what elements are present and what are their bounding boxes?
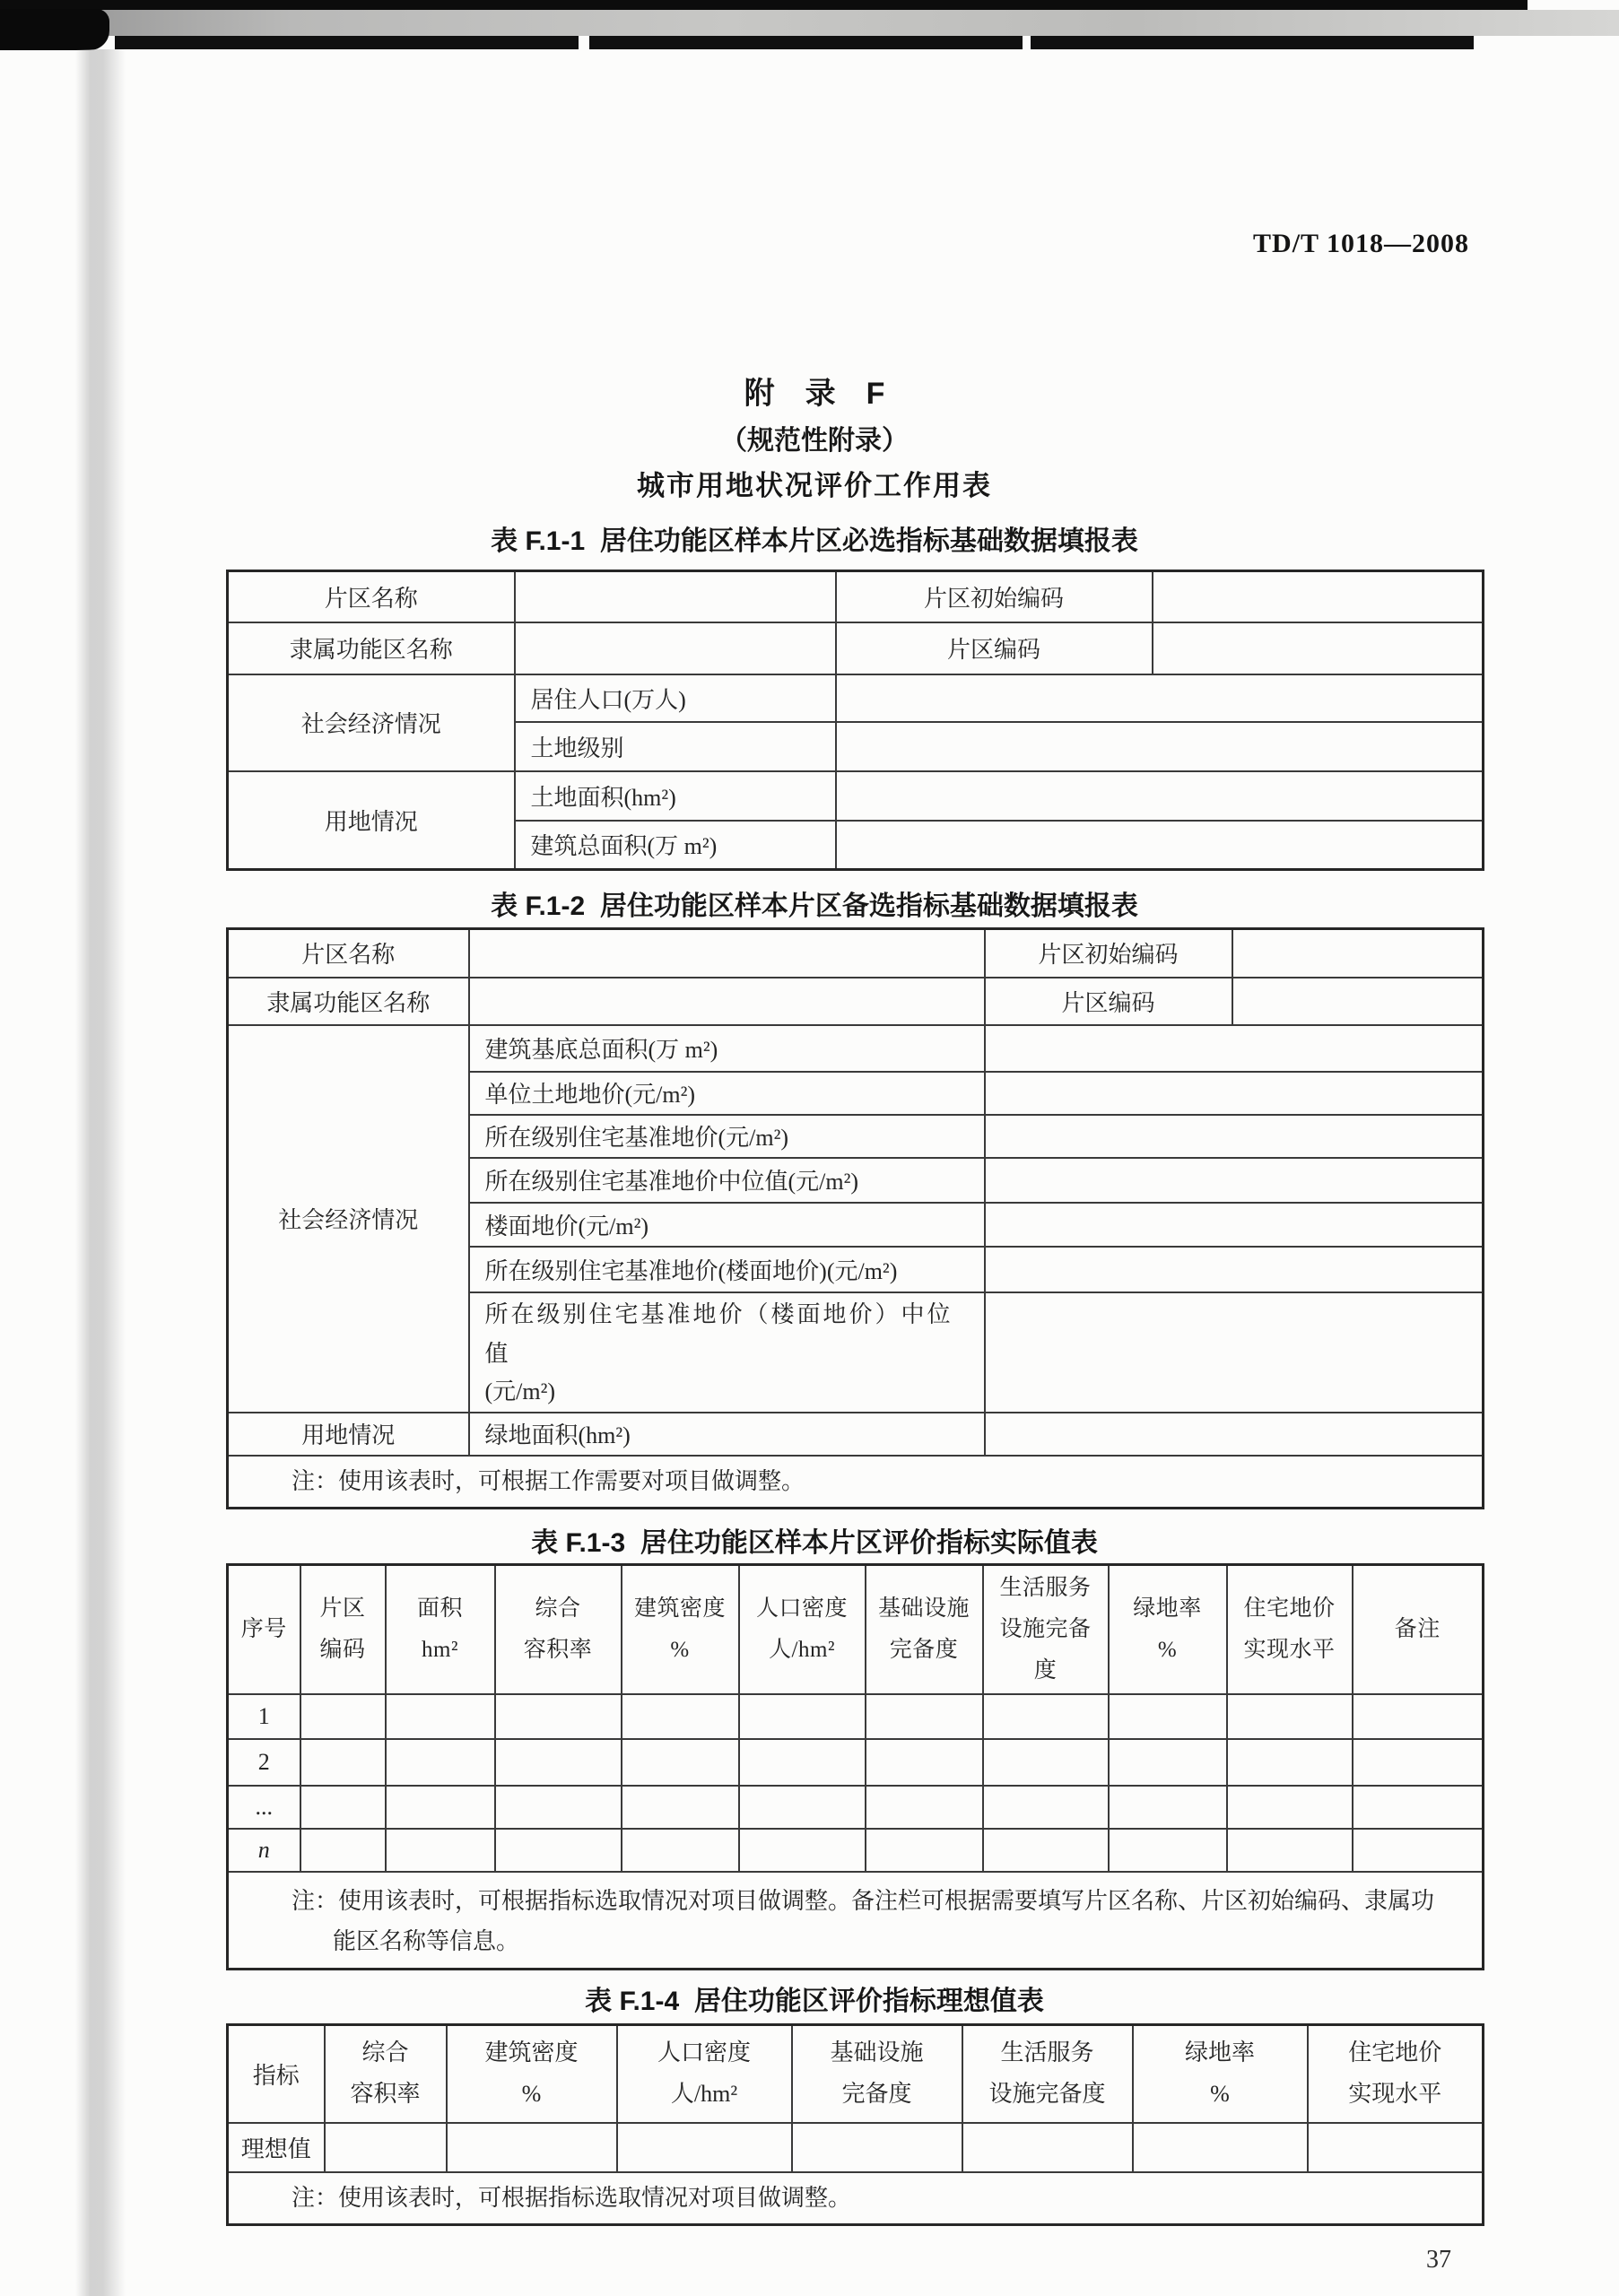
blank-input-cell xyxy=(1109,1739,1227,1786)
blank-input-cell xyxy=(836,674,1484,722)
table-f13 xyxy=(226,1563,1484,1970)
column-header: 住宅地价 实现水平 xyxy=(1227,1564,1353,1694)
blank-input-cell xyxy=(1227,1739,1353,1786)
blank-input-cell xyxy=(985,1072,1484,1115)
table-f14-caption: 表 F.1-4 居住功能区评价指标理想值表 xyxy=(585,1986,1044,2016)
blank-input-cell xyxy=(1153,571,1484,622)
row-number: 1 xyxy=(228,1694,300,1739)
blank-input-cell xyxy=(836,771,1484,821)
blank-input-cell xyxy=(1133,2123,1308,2172)
blank-input-cell xyxy=(325,2123,447,2172)
blank-input-cell xyxy=(866,1829,983,1872)
blank-input-cell xyxy=(1227,1694,1353,1739)
table-row xyxy=(228,978,1484,1025)
blank-input-cell xyxy=(983,1739,1109,1786)
blank-input-cell xyxy=(866,1739,983,1786)
indicator-label: 土地面积(hm²) xyxy=(515,771,836,821)
blank-input-cell xyxy=(495,1739,622,1786)
blank-input-cell xyxy=(1153,622,1484,674)
table-row xyxy=(228,674,1484,722)
page-number: 37 xyxy=(1426,2246,1451,2274)
indicator-label: 建筑基底总面积(万 m²) xyxy=(469,1025,985,1072)
table-note-row xyxy=(228,2172,1484,2225)
column-header: 人口密度 人/hm² xyxy=(617,2024,792,2123)
blank-input-cell xyxy=(1232,978,1484,1025)
blank-input-cell xyxy=(495,1786,622,1829)
table-row xyxy=(228,1786,1484,1829)
group-label: 用地情况 xyxy=(228,771,515,870)
page-content xyxy=(226,0,1482,2274)
table-note: 注：使用该表时，可根据工作需要对项目做调整。 xyxy=(228,1456,1484,1509)
table-note-line1: 注：使用该表时，可根据指标选取情况对项目做调整。备注栏可根据需要填写片区名称、片区初始编码、隶属功 xyxy=(292,1887,1435,1914)
column-header: 序号 xyxy=(228,1564,300,1694)
blank-input-cell xyxy=(495,1829,622,1872)
blank-input-cell xyxy=(622,1786,739,1829)
standard-code: TD/T 1018—2008 xyxy=(1253,229,1469,258)
table-row xyxy=(228,622,1484,674)
scan-artifact-corner-blob xyxy=(0,9,109,50)
appendix-heading: 附 录 F xyxy=(744,377,885,411)
blank-input-cell xyxy=(469,978,985,1025)
table-f13-caption: 表 F.1-3 居住功能区样本片区评价指标实际值表 xyxy=(531,1527,1098,1558)
indicator-label: 所在级别住宅基准地价(元/m²) xyxy=(469,1115,985,1158)
table-row xyxy=(228,771,1484,821)
table-f12-caption: 表 F.1-2 居住功能区样本片区备选指标基础数据填报表 xyxy=(491,891,1138,921)
group-label: 社会经济情况 xyxy=(228,1025,469,1413)
table-header-row xyxy=(228,2024,1484,2123)
column-header: 基础设施 完备度 xyxy=(866,1564,983,1694)
column-header: 面积 hm² xyxy=(386,1564,495,1694)
blank-input-cell xyxy=(1232,929,1484,978)
table-note xyxy=(228,1872,1484,1970)
table-row xyxy=(228,1829,1484,1872)
row-label: 片区初始编码 xyxy=(836,571,1153,622)
table-row xyxy=(228,1413,1484,1456)
blank-input-cell xyxy=(1353,1786,1484,1829)
indicator-label-line1: 所在级别住宅基准地价（楼面地价）中位值 xyxy=(484,1300,953,1367)
blank-input-cell xyxy=(983,1786,1109,1829)
table-note-row xyxy=(228,1456,1484,1509)
blank-input-cell xyxy=(792,2123,962,2172)
blank-input-cell xyxy=(495,1694,622,1739)
row-label: 片区编码 xyxy=(985,978,1232,1025)
blank-input-cell xyxy=(985,1203,1484,1247)
blank-input-cell xyxy=(985,1413,1484,1456)
blank-input-cell xyxy=(962,2123,1133,2172)
column-header: 基础设施 完备度 xyxy=(792,2024,962,2123)
blank-input-cell xyxy=(617,2123,792,2172)
table-f14 xyxy=(226,2023,1484,2227)
blank-input-cell xyxy=(447,2123,617,2172)
table-row xyxy=(228,2123,1484,2172)
indicator-label: 土地级别 xyxy=(515,722,836,771)
blank-input-cell xyxy=(515,571,836,622)
indicator-label-line2: (元/m²) xyxy=(484,1378,556,1405)
table-f11-caption: 表 F.1-1 居住功能区样本片区必选指标基础数据填报表 xyxy=(491,526,1138,556)
blank-input-cell xyxy=(985,1158,1484,1203)
row-label: 片区编码 xyxy=(836,622,1153,674)
table-note: 注：使用该表时，可根据指标选取情况对项目做调整。 xyxy=(228,2172,1484,2225)
corner-header: 指标 xyxy=(228,2024,325,2123)
blank-input-cell xyxy=(300,1786,386,1829)
blank-input-cell xyxy=(985,1247,1484,1292)
blank-input-cell xyxy=(1227,1786,1353,1829)
blank-input-cell xyxy=(985,1025,1484,1072)
row-number: ... xyxy=(228,1786,300,1829)
indicator-label: 楼面地价(元/m²) xyxy=(469,1203,985,1247)
table-header-row xyxy=(228,1564,1484,1694)
blank-input-cell xyxy=(866,1694,983,1739)
column-header: 综合 容积率 xyxy=(325,2024,447,2123)
blank-input-cell xyxy=(1109,1829,1227,1872)
blank-input-cell xyxy=(739,1829,866,1872)
row-label: 理想值 xyxy=(228,2123,325,2172)
row-label: 片区名称 xyxy=(228,571,515,622)
blank-input-cell xyxy=(1227,1829,1353,1872)
blank-input-cell xyxy=(1308,2123,1484,2172)
blank-input-cell xyxy=(386,1739,495,1786)
blank-input-cell xyxy=(739,1786,866,1829)
column-header: 建筑密度 % xyxy=(447,2024,617,2123)
blank-input-cell xyxy=(469,929,985,978)
column-header: 绿地率 % xyxy=(1133,2024,1308,2123)
column-header: 片区 编码 xyxy=(300,1564,386,1694)
blank-input-cell xyxy=(1109,1694,1227,1739)
blank-input-cell xyxy=(739,1694,866,1739)
blank-input-cell xyxy=(836,821,1484,870)
blank-input-cell xyxy=(1353,1829,1484,1872)
row-label: 隶属功能区名称 xyxy=(228,622,515,674)
row-label: 片区初始编码 xyxy=(985,929,1232,978)
column-header: 生活服务 设施完备度 xyxy=(983,1564,1109,1694)
column-header: 建筑密度 % xyxy=(622,1564,739,1694)
row-label: 隶属功能区名称 xyxy=(228,978,469,1025)
blank-input-cell xyxy=(622,1694,739,1739)
indicator-label: 绿地面积(hm²) xyxy=(469,1413,985,1456)
blank-input-cell xyxy=(1109,1786,1227,1829)
row-label: 片区名称 xyxy=(228,929,469,978)
scan-artifact-spine-shadow xyxy=(75,49,126,2296)
appendix-type: （规范性附录） xyxy=(720,426,909,456)
table-row xyxy=(228,571,1484,622)
blank-input-cell xyxy=(300,1694,386,1739)
column-header: 生活服务 设施完备度 xyxy=(962,2024,1133,2123)
column-header: 人口密度 人/hm² xyxy=(739,1564,866,1694)
table-note-line2: 能区名称等信息。 xyxy=(333,1927,520,1954)
column-header: 绿地率 % xyxy=(1109,1564,1227,1694)
row-number: 2 xyxy=(228,1739,300,1786)
blank-input-cell xyxy=(386,1786,495,1829)
blank-input-cell xyxy=(622,1739,739,1786)
table-row xyxy=(228,1025,1484,1072)
table-row xyxy=(228,929,1484,978)
column-header: 备注 xyxy=(1353,1564,1484,1694)
indicator-label: 建筑总面积(万 m²) xyxy=(515,821,836,870)
table-note-row xyxy=(228,1872,1484,1970)
blank-input-cell xyxy=(300,1739,386,1786)
indicator-label: 所在级别住宅基准地价中位值(元/m²) xyxy=(469,1158,985,1203)
blank-input-cell xyxy=(386,1694,495,1739)
blank-input-cell xyxy=(1353,1694,1484,1739)
indicator-label: 单位土地地价(元/m²) xyxy=(469,1072,985,1115)
blank-input-cell xyxy=(985,1115,1484,1158)
appendix-name: 城市用地状况评价工作用表 xyxy=(637,470,992,501)
blank-input-cell xyxy=(300,1829,386,1872)
blank-input-cell xyxy=(983,1829,1109,1872)
blank-input-cell xyxy=(866,1786,983,1829)
blank-input-cell xyxy=(983,1694,1109,1739)
indicator-label: 所在级别住宅基准地价(楼面地价)(元/m²) xyxy=(469,1247,985,1292)
column-header: 综合 容积率 xyxy=(495,1564,622,1694)
blank-input-cell xyxy=(386,1829,495,1872)
blank-input-cell xyxy=(1353,1739,1484,1786)
group-label: 用地情况 xyxy=(228,1413,469,1456)
blank-input-cell xyxy=(622,1829,739,1872)
blank-input-cell xyxy=(985,1292,1484,1413)
column-header: 住宅地价 实现水平 xyxy=(1308,2024,1484,2123)
table-row xyxy=(228,1694,1484,1739)
table-f11 xyxy=(226,570,1484,871)
row-number: n xyxy=(228,1829,300,1872)
group-label: 社会经济情况 xyxy=(228,674,515,771)
blank-input-cell xyxy=(515,622,836,674)
table-f12 xyxy=(226,927,1484,1509)
blank-input-cell xyxy=(739,1739,866,1786)
indicator-label xyxy=(469,1292,985,1413)
table-row xyxy=(228,1739,1484,1786)
blank-input-cell xyxy=(836,722,1484,771)
indicator-label: 居住人口(万人) xyxy=(515,674,836,722)
